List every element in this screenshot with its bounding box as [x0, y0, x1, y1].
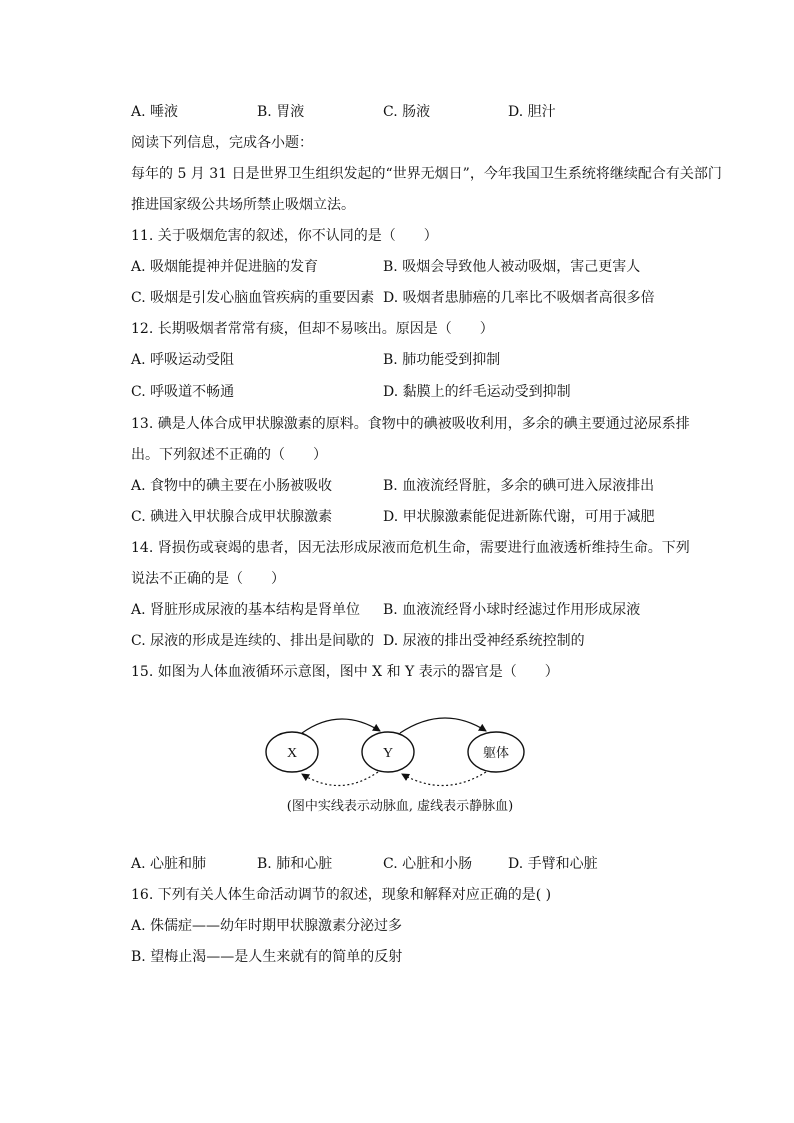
q13-stem-line-1: 13. 碘是人体合成甲状腺激素的原料。食物中的碘被吸收利用，多余的碘主要通过泌尿系排 [131, 416, 690, 432]
reading-paragraph-line-2: 推进国家级公共场所禁止吸烟立法。 [131, 197, 355, 213]
q15-option-c: C. 心脏和小肠 [383, 856, 473, 872]
q12-stem: 12. 长期吸烟者常常有痰，但却不易咳出。原因是（ ） [131, 321, 494, 337]
q14-stem-line-2: 说法不正确的是（ ） [131, 571, 285, 587]
q14-option-d: D. 尿液的排出受神经系统控制的 [383, 633, 585, 649]
q15-option-b: B. 肺和心脏 [257, 856, 333, 872]
q11-option-d: D. 吸烟者患肺癌的几率比不吸烟者高很多倍 [383, 290, 655, 306]
diagram-caption: (图中实线表示动脉血, 虚线表示静脉血) [286, 799, 514, 814]
q11-option-a: A. 吸烟能提神并促进脑的发育 [131, 259, 319, 275]
arrow-x-to-y-solid [302, 719, 380, 733]
q11-option-c: C. 吸烟是引发心脑血管疾病的重要因素 [131, 290, 375, 306]
reading-intro: 阅读下列信息，完成各小题： [131, 135, 313, 151]
q10-option-b: B. 胃液 [257, 104, 305, 120]
q14-stem-line-1: 14. 肾损伤或衰竭的患者，因无法形成尿液而危机生命，需要进行血液透析维持生命。下列 [131, 540, 690, 556]
q10-option-c: C. 肠液 [383, 104, 431, 120]
q15-option-d: D. 手臂和心脏 [508, 856, 598, 872]
q16-option-b: B. 望梅止渴——是人生来就有的简单的反射 [131, 949, 403, 965]
q15-stem: 15. 如图为人体血液循环示意图，图中 X 和 Y 表示的器官是（ ） [131, 664, 559, 680]
arrow-y-to-x-dashed [302, 772, 378, 786]
q12-option-b: B. 肺功能受到抑制 [383, 352, 501, 368]
q12-option-c: C. 呼吸道不畅通 [131, 384, 235, 400]
q12-option-a: A. 呼吸运动受阻 [131, 352, 235, 368]
arrow-body-to-y-dashed [402, 772, 486, 786]
q16-option-a: A. 侏儒症——幼年时期甲状腺激素分泌过多 [131, 918, 403, 934]
circulation-diagram-svg [262, 712, 538, 798]
arrow-y-to-body-solid [400, 718, 486, 733]
q10-option-d: D. 胆汁 [508, 104, 556, 120]
q11-stem: 11. 关于吸烟危害的叙述，你不认同的是（ ） [131, 228, 438, 244]
q16-stem: 16. 下列有关人体生命活动调节的叙述，现象和解释对应正确的是( ) [131, 887, 552, 903]
q14-option-c: C. 尿液的形成是连续的、排出是间歇的 [131, 633, 375, 649]
q14-option-a: A. 肾脏形成尿液的基本结构是肾单位 [131, 602, 361, 618]
reading-paragraph-line-1: 每年的 5 月 31 日是世界卫生组织发起的“世界无烟日”，今年我国卫生系统将继续配合有关部门 [131, 166, 722, 182]
node-y-label: Y [382, 746, 394, 761]
q13-option-d: D. 甲状腺激素能促进新陈代谢，可用于减肥 [383, 509, 655, 525]
node-body-label: 躯体 [482, 746, 510, 761]
circulation-diagram [262, 712, 538, 822]
q15-option-a: A. 心脏和肺 [131, 856, 207, 872]
q13-option-c: C. 碘进入甲状腺合成甲状腺激素 [131, 509, 333, 525]
q12-option-d: D. 黏膜上的纤毛运动受到抑制 [383, 384, 571, 400]
node-x-label: X [286, 746, 298, 761]
q13-option-b: B. 血液流经肾脏，多余的碘可进入尿液排出 [383, 478, 655, 494]
q13-stem-line-2: 出。下列叙述不正确的（ ） [131, 447, 327, 463]
q11-option-b: B. 吸烟会导致他人被动吸烟，害己更害人 [383, 259, 641, 275]
q13-option-a: A. 食物中的碘主要在小肠被吸收 [131, 478, 333, 494]
q10-option-a: A. 唾液 [131, 104, 179, 120]
q14-option-b: B. 血液流经肾小球时经滤过作用形成尿液 [383, 602, 641, 618]
